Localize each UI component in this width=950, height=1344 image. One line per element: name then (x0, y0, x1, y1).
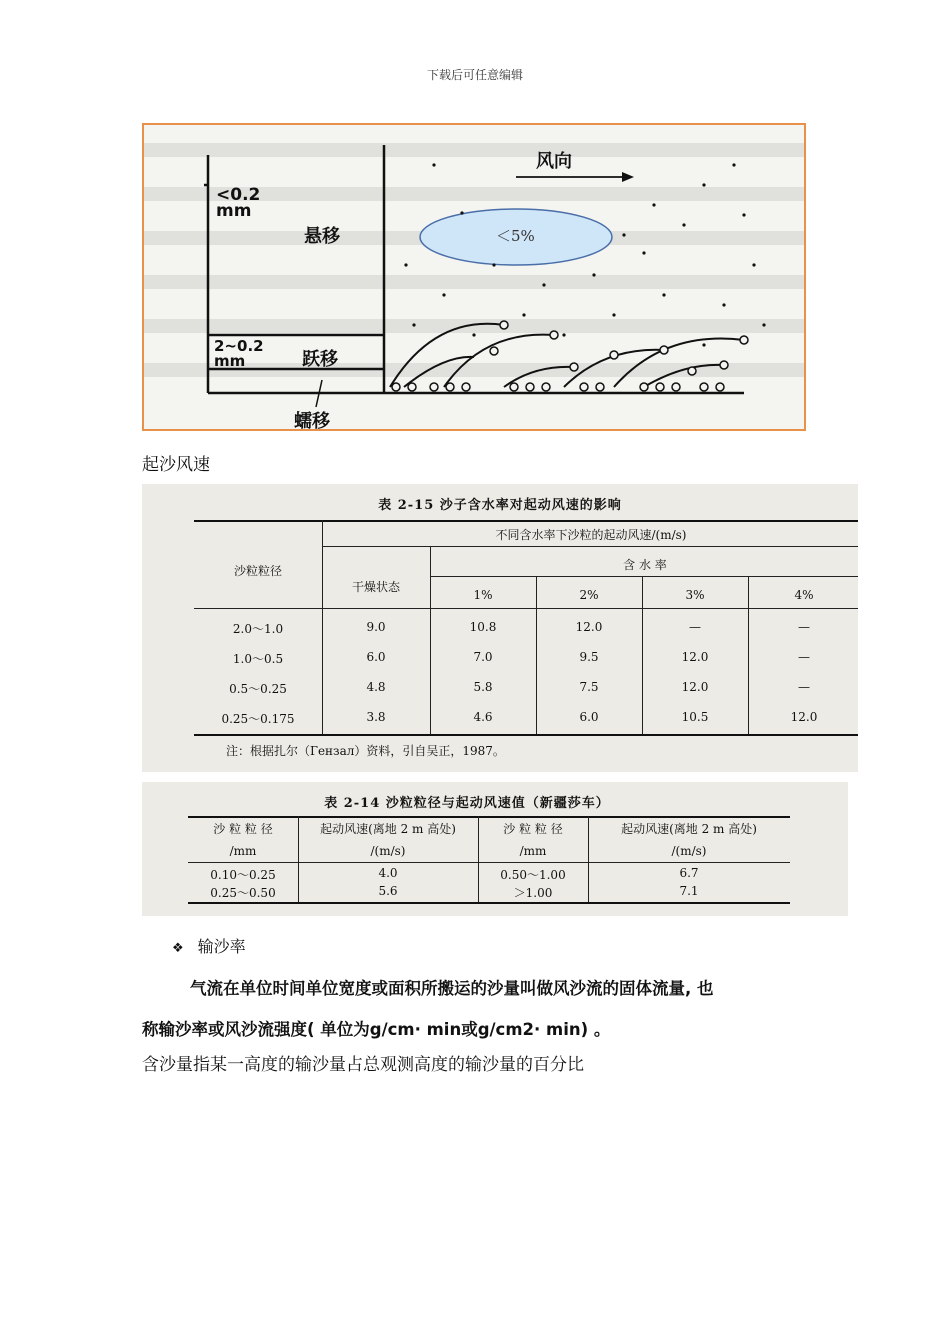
table-cell: 7.0 (473, 650, 493, 664)
diamond-bullet-icon: ❖ (172, 941, 184, 956)
table-title: 表 2-15 沙子含水率对起动风速的影响 (378, 498, 622, 513)
table-cell: 0.50～1.00 (500, 868, 566, 882)
table-cell: 12.0 (790, 710, 818, 724)
paragraph-bold-line-2: 称输沙率或风沙流强度( 单位为g/cm· min或g/cm2· min) 。 (142, 1020, 611, 1039)
table-unit: /mm (229, 844, 257, 858)
moisture-col: 3% (685, 588, 705, 602)
moisture-col: 2% (579, 588, 599, 602)
moisture-col: 1% (473, 588, 493, 602)
table-cell: 12.0 (575, 620, 603, 634)
group-header: 不同含水率下沙粒的起动风速/(m/s) (495, 528, 687, 542)
table-cell: 4.8 (366, 680, 386, 694)
table-cell: 4.6 (473, 710, 493, 724)
table-2-15 (142, 484, 858, 772)
table-cell: 7.5 (579, 680, 599, 694)
table-cell: 0.25～0.175 (221, 712, 295, 726)
table-cell: — (798, 620, 810, 634)
table-header: 沙 粒 粒 径 (503, 822, 563, 836)
creep-label: 蠕移 (294, 411, 330, 431)
table-cell: 10.5 (681, 710, 709, 724)
table-cell: 9.0 (366, 620, 386, 634)
table-unit: /(m/s) (370, 844, 406, 858)
table-2-14 (142, 782, 848, 916)
table-cell: 10.8 (469, 620, 497, 634)
size-mid-label: 2~0.2 mm (214, 337, 264, 370)
suspension-label: 悬移 (304, 226, 340, 247)
table-cell: — (798, 650, 810, 664)
bullet-heading-row (172, 934, 246, 957)
table-header: 沙 粒 粒 径 (213, 822, 273, 836)
table-cell: 1.0～0.5 (232, 652, 284, 666)
ellipse-percentage-label: ＜5% (496, 227, 535, 245)
table-cell: — (798, 680, 810, 694)
moisture-col: 4% (794, 588, 814, 602)
paragraph-bold-line-1: 气流在单位时间单位宽度或面积所搬运的沙量叫做风沙流的固体流量, 也 (190, 979, 714, 998)
table-title: 表 2-14 沙粒粒径与起动风速值（新疆莎车） (324, 796, 610, 811)
saltation-label: 跃移 (302, 349, 338, 370)
table-unit: /(m/s) (671, 844, 707, 858)
table-cell: 9.5 (579, 650, 599, 664)
row-header: 沙粒粒径 (233, 564, 282, 578)
table-cell: 4.0 (378, 866, 398, 880)
table-cell: 2.0～1.0 (232, 622, 284, 636)
header-note: 下载后可任意编辑 (426, 68, 523, 82)
table-cell: 5.8 (473, 680, 493, 694)
caption: 起沙风速 (142, 455, 210, 475)
table-header: 起动风速(离地 2 m 高处) (621, 822, 757, 836)
table-cell: 0.5～0.25 (229, 682, 287, 696)
sand-transport-diagram (144, 125, 804, 429)
table-cell: 0.10～0.25 (210, 868, 276, 882)
table-cell: 7.1 (679, 884, 699, 898)
table-cell: — (689, 620, 701, 634)
table-note: 注：根据扎尔（Гензал）资料，引自吴正，1987。 (226, 744, 505, 758)
table-cell: 6.0 (579, 710, 599, 724)
table-cell: 12.0 (681, 650, 709, 664)
table-cell: ＞1.00 (513, 886, 553, 900)
table-header: 起动风速(离地 2 m 高处) (320, 822, 456, 836)
table-cell: 6.7 (679, 866, 699, 880)
dry-header: 干燥状态 (351, 580, 400, 594)
table-cell: 0.25～0.50 (210, 886, 276, 900)
sand-transport-figure (142, 123, 806, 431)
bullet-heading: 输沙率 (197, 937, 246, 956)
table-cell: 6.0 (366, 650, 386, 664)
table-cell: 3.8 (366, 710, 386, 724)
moisture-header: 含 水 率 (623, 558, 667, 572)
table-unit: /mm (519, 844, 547, 858)
table-cell: 12.0 (681, 680, 709, 694)
table-cell: 5.6 (378, 884, 398, 898)
paragraph: 含沙量指某一高度的输沙量占总观测高度的输沙量的百分比 (142, 1055, 584, 1075)
wind-direction-label: 风向 (536, 151, 572, 172)
size-small-label: <0.2 mm (216, 185, 261, 221)
